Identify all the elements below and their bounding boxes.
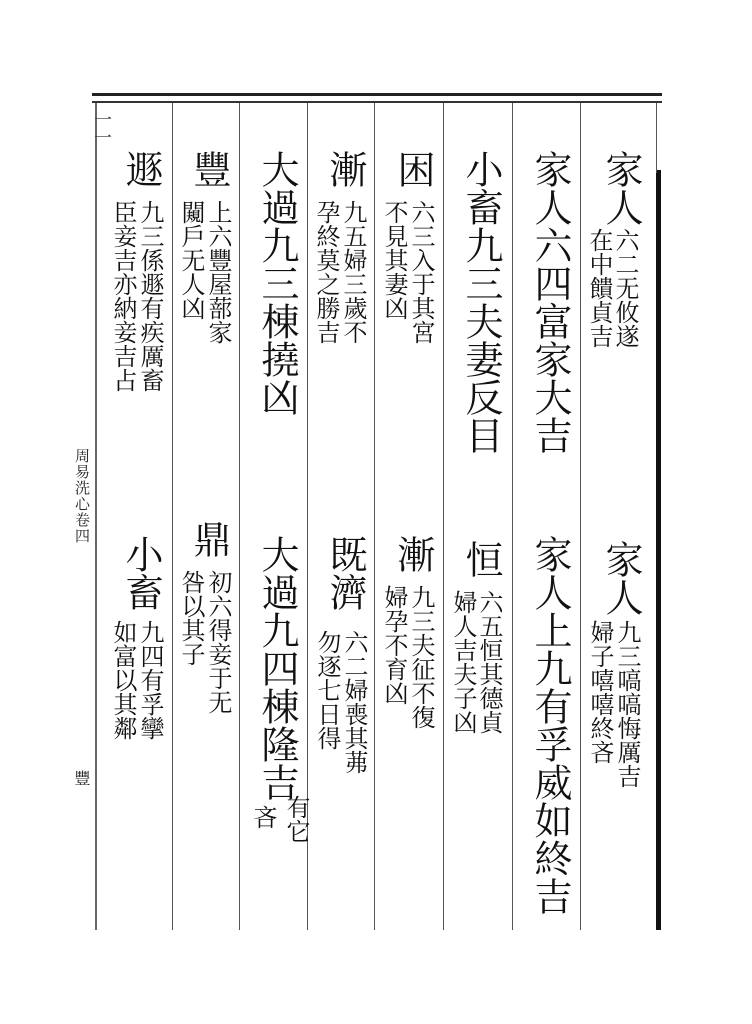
column-6-lower-head: 大過九四棟隆吉 <box>255 535 299 801</box>
column-rule <box>512 103 513 930</box>
column-1-upper-head: 家人 <box>599 150 643 226</box>
column-4-lower-note2: 婦孕不育凶 <box>380 585 408 705</box>
column-5-upper-note1: 九五婦三歲不 <box>339 200 367 344</box>
column-1-lower-note2: 婦子嘻嘻終吝 <box>586 620 614 764</box>
column-7-upper-head: 豐 <box>187 150 231 188</box>
column-rule <box>580 103 581 930</box>
column-4-lower-head: 漸 <box>391 535 435 573</box>
column-2-upper-head: 家人六四富家大吉 <box>528 150 572 454</box>
column-3-lower-head: 恒 <box>459 540 503 578</box>
column-5-lower-note2: 勿逐七日得 <box>313 630 341 750</box>
column-6-lower-note2: 吝 <box>249 805 277 829</box>
column-6-upper-head: 大過九三棟撓凶 <box>255 150 299 416</box>
column-1-lower-head: 家人 <box>599 540 643 616</box>
column-rule <box>172 103 173 930</box>
column-1-upper-note1: 六二无攸遂 <box>611 228 639 348</box>
column-8-lower-note2: 如富以其鄰 <box>109 620 137 740</box>
right-border <box>656 170 661 930</box>
left-margin-line <box>95 103 97 930</box>
column-7-lower-head: 鼎 <box>187 520 231 558</box>
column-1-upper-note2: 在中饋貞吉 <box>585 228 613 348</box>
column-8-upper-note1: 九三係遯有疾厲畜 <box>136 200 164 392</box>
column-3-lower-note2: 婦人吉夫子凶 <box>449 590 477 734</box>
column-5-lower-note1: 六二婦喪其茀 <box>340 630 368 774</box>
top-border <box>92 93 662 96</box>
column-5-upper-note2: 孕終莫之勝吉 <box>312 200 340 344</box>
column-rule <box>443 103 444 930</box>
column-8-upper-note2: 臣妾吉亦納妾吉占 <box>109 200 137 392</box>
column-1-lower-note1: 九三嗃嗃悔厲吉 <box>613 620 641 788</box>
column-8-lower-head: 小畜 <box>119 535 163 611</box>
column-7-lower-note1: 初六得妾于无 <box>204 570 232 714</box>
column-4-upper-head: 困 <box>391 150 435 188</box>
column-rule <box>374 103 375 930</box>
column-7-lower-note2: 咎以其子 <box>177 570 205 666</box>
column-7-upper-note1: 上六豐屋蔀家 <box>204 200 232 344</box>
column-3-upper-head: 小畜九三夫妻反目 <box>459 150 503 454</box>
column-8-upper-head: 遯 <box>119 150 163 188</box>
column-rule <box>656 103 657 173</box>
column-6-lower-note1: 有它 <box>282 795 310 843</box>
top-border-inner <box>92 101 662 103</box>
column-3-lower-note1: 六五恒其德貞 <box>475 590 503 734</box>
column-5-lower-head: 既濟 <box>323 535 367 611</box>
column-5-upper-head: 漸 <box>323 150 367 188</box>
page-mark: 豐 <box>72 770 91 786</box>
column-7-upper-note2: 闚戶无人凶 <box>177 200 205 320</box>
column-4-upper-note2: 不見其妻凶 <box>380 200 408 320</box>
column-rule <box>239 103 240 930</box>
column-4-lower-note1: 九三夫征不復 <box>407 585 435 729</box>
column-2-lower-head: 家人上九有孚威如終吉 <box>528 535 572 915</box>
column-4-upper-note1: 六三入于其宮 <box>407 200 435 344</box>
margin-top-mark: ⼀⼀ <box>91 110 112 146</box>
chapter-label: 周易洗心卷四 <box>73 448 91 544</box>
column-8-lower-note1: 九四有孚攣 <box>136 620 164 740</box>
